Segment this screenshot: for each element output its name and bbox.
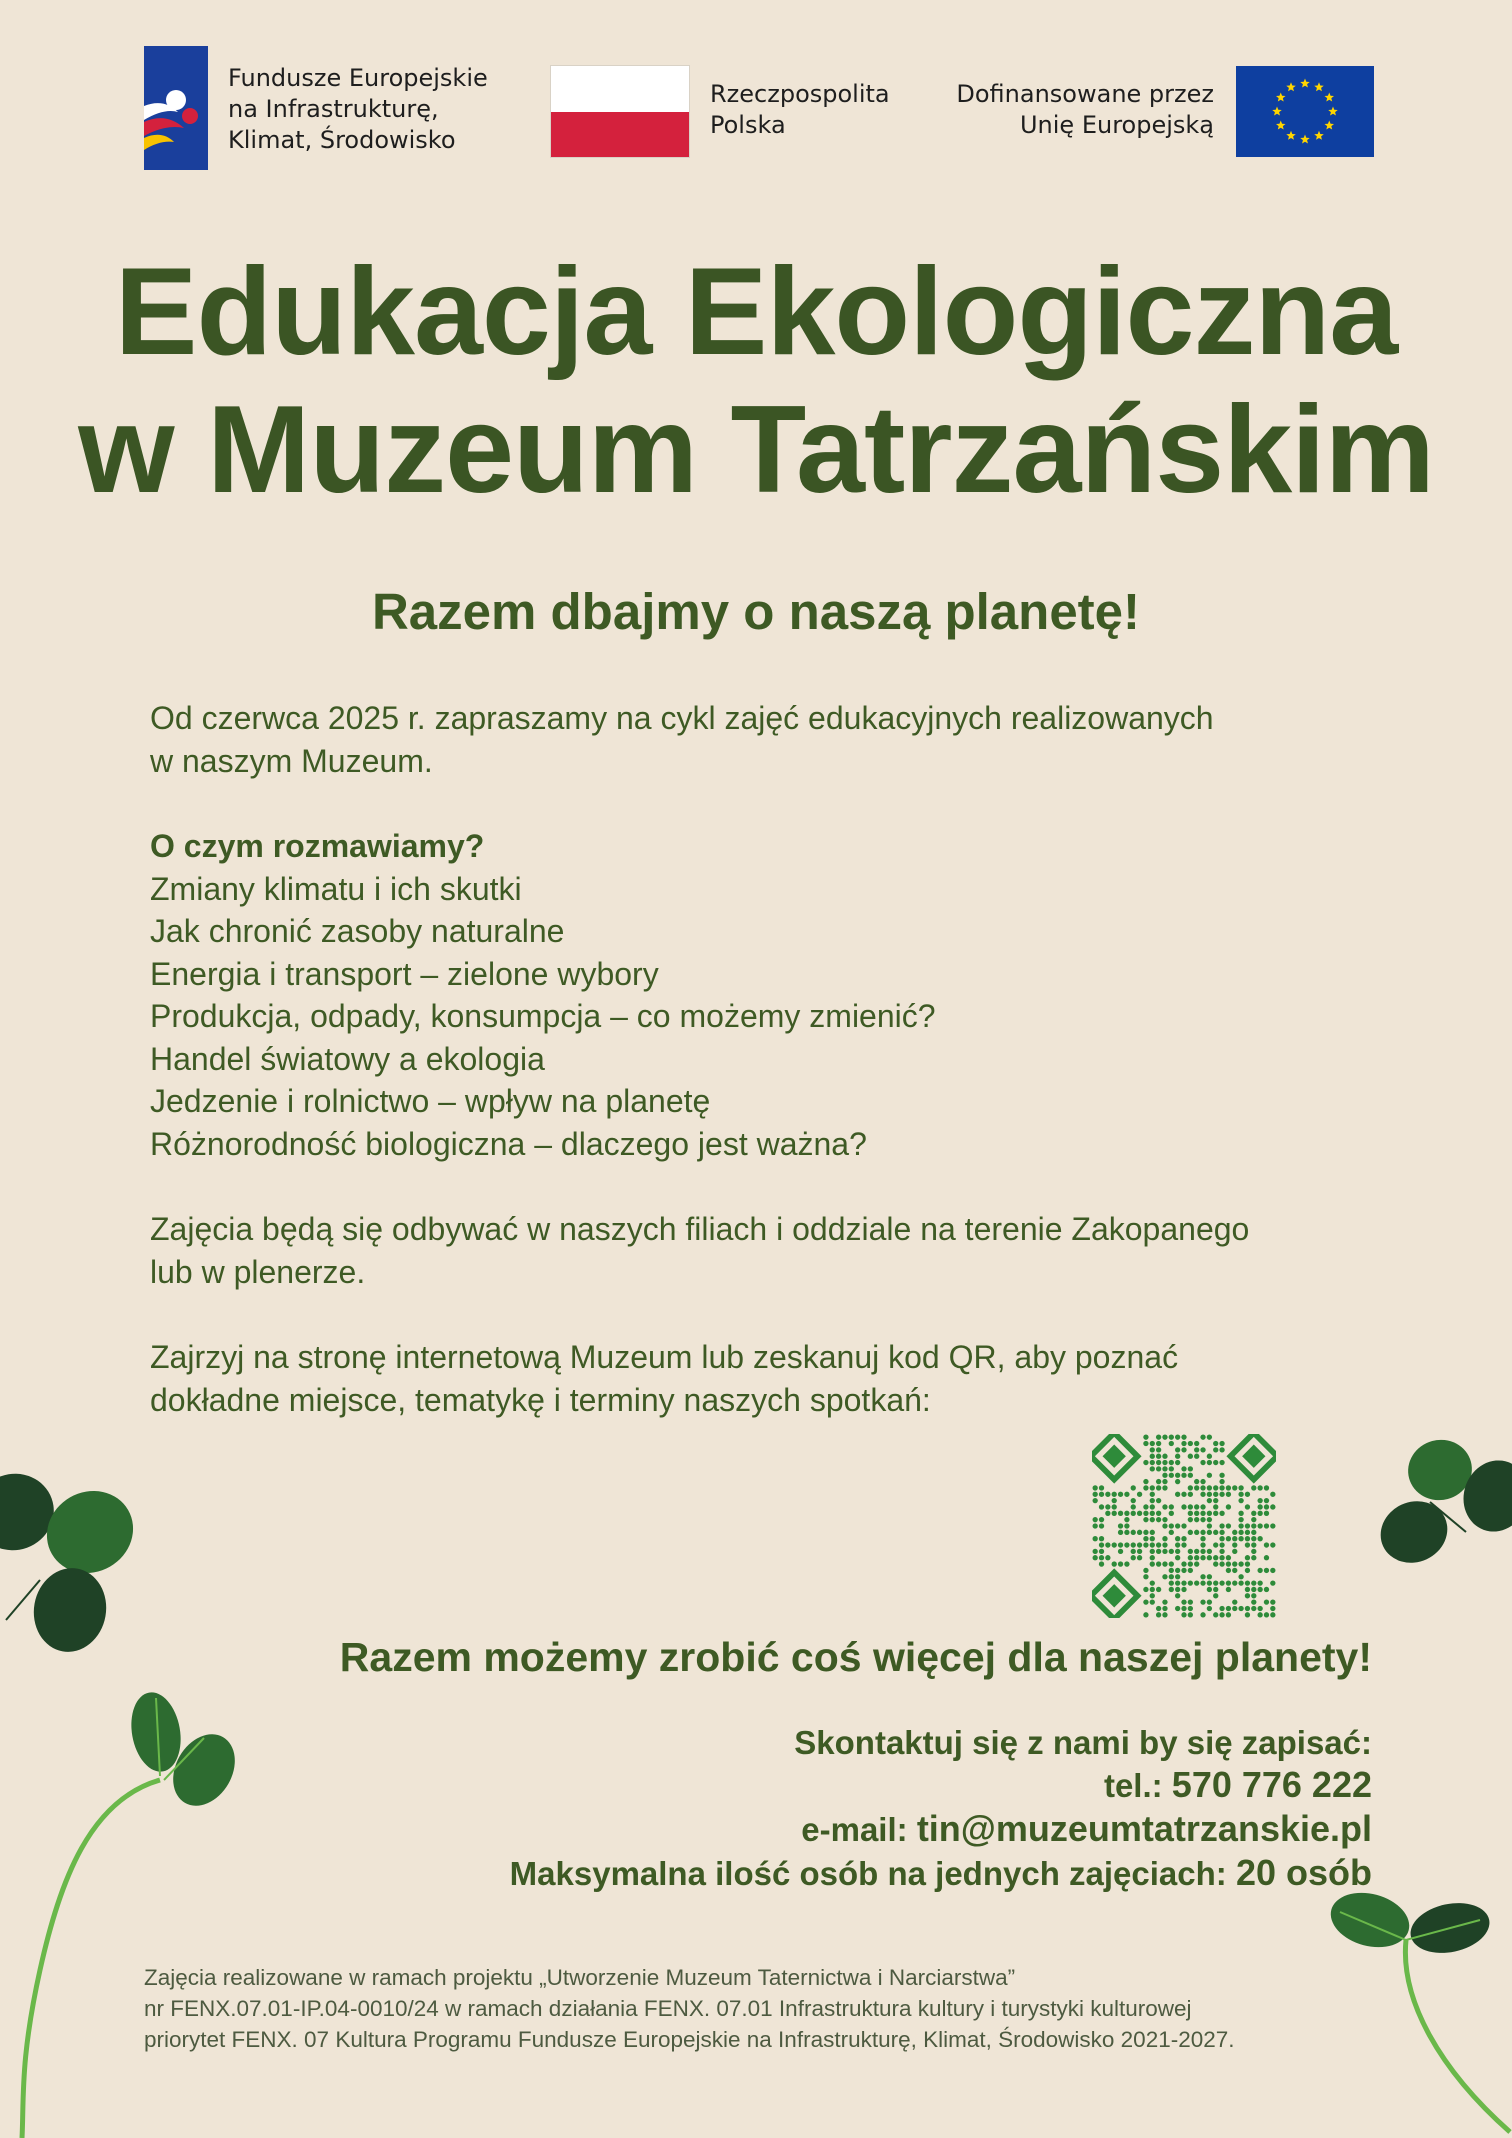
qr-code-icon[interactable] xyxy=(1092,1434,1276,1618)
list-item: Zmiany klimatu i ich skutki xyxy=(150,870,522,907)
page-title-line-1: Edukacja Ekologiczna xyxy=(114,243,1398,381)
list-item: Jedzenie i rolnictwo – wpływ na planetę xyxy=(150,1083,711,1119)
location-paragraph: Zajęcia będą się odbywać w naszych filiach i oddziale na terenie Zakopanego lub w plenerze. xyxy=(150,1211,1250,1290)
contact-capacity: Maksymalna ilość osób na jednych zajęciach: 20 osób xyxy=(509,1852,1372,1893)
list-item: Handel światowy a ekologia xyxy=(150,1040,545,1077)
page-title-line-2: w Muzeum Tatrzańskim xyxy=(78,381,1434,519)
topics-list xyxy=(150,825,936,1165)
eu-flag-icon xyxy=(1236,66,1374,157)
list-item: Jak chronić zasoby naturalne xyxy=(150,913,565,949)
sprout-icon xyxy=(1320,1870,1512,2138)
rp-logo-text: Rzeczpospolita Polska xyxy=(710,80,890,139)
contact-email: e-mail: tin@muzeumtatrzanskie.pl xyxy=(801,1808,1372,1849)
slogan: Razem możemy zrobić coś więcej dla naszej planety! xyxy=(339,1634,1372,1680)
fe-logo-text: Fundusze Europejskie na Infrastrukturę, Klimat, Środowisko xyxy=(228,64,488,154)
contact-heading: Skontaktuj się z nami by się zapisać: xyxy=(794,1724,1372,1761)
list-item: Różnorodność biologiczna – dlaczego jest ważna? xyxy=(150,1125,867,1162)
footer-note: Zajęcia realizowane w ramach projektu „Utworzenie Muzeum Taternictwa i Narciarstwa” nr FENX.07.01-IP.04-0010/24 w ramach działania FENX. 07.01 Infrastruktura kultury i turystyki kulturowej priorytet FENX. 07 Kultura Programu Fundusze Europejskie na Infrastrukturę, Klimat, Środowisko 2021-2027. xyxy=(144,1965,1235,2052)
list-item: Produkcja, odpady, konsumpcja – co możemy zmienić? xyxy=(150,998,936,1034)
topics-heading: O czym rozmawiamy? xyxy=(150,828,485,864)
list-item: Energia i transport – zielone wybory xyxy=(150,955,659,992)
clover-icon xyxy=(1370,1432,1512,1572)
email-link[interactable]: tin@muzeumtatrzanskie.pl xyxy=(916,1808,1372,1849)
sprout-icon xyxy=(0,1670,240,2138)
polish-flag-icon xyxy=(551,66,689,157)
contact-phone: tel.: 570 776 222 xyxy=(1103,1764,1372,1805)
clover-icon xyxy=(0,1460,140,1660)
visit-paragraph: Zajrzyj na stronę internetową Muzeum lub zeskanuj kod QR, aby poznać dokładne miejsce, tematykę i terminy naszych spotkań: xyxy=(150,1339,1179,1418)
subtitle: Razem dbajmy o naszą planetę! xyxy=(371,583,1141,640)
intro-paragraph: Od czerwca 2025 r. zapraszamy na cykl zajęć edukacyjnych realizowanych w naszym Muzeum. xyxy=(150,700,1214,779)
eu-logo-text: Dofinansowane przez Unię Europejską xyxy=(956,80,1214,139)
fe-logo-icon xyxy=(144,46,208,170)
phone-number[interactable]: 570 776 222 xyxy=(1171,1764,1372,1805)
